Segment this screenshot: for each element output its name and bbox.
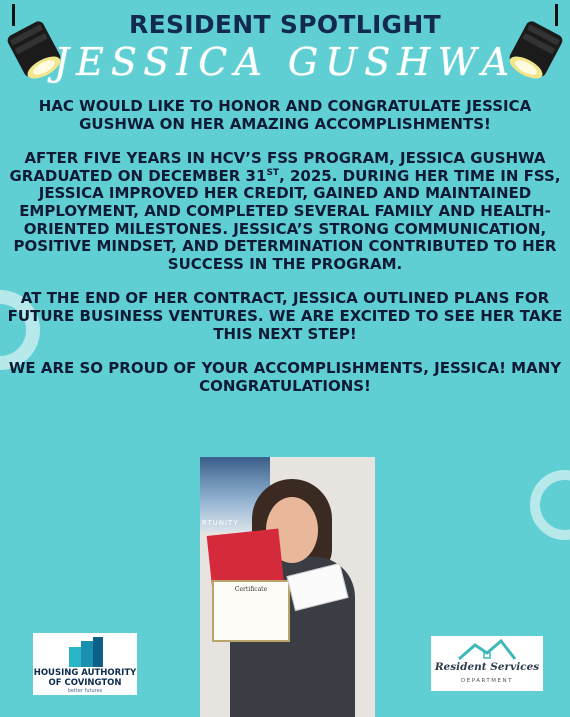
hac-tagline: better futures xyxy=(67,688,103,694)
date-superscript: ST xyxy=(266,167,280,178)
future-plans-paragraph: AT THE END OF HER CONTRACT, JESSICA OUTLINED PLANS FOR FUTURE BUSINESS VENTURES. WE ARE EXCITED TO SEE HER TAKE THIS NEXT STEP! xyxy=(7,289,563,343)
article-body xyxy=(0,98,570,412)
page-title: RESIDENT SPOTLIGHT xyxy=(129,10,441,39)
housing-authority-logo xyxy=(33,633,137,695)
decorative-ring-right xyxy=(530,470,570,540)
hac-name-line2: OF COVINGTON xyxy=(48,678,122,688)
honoree-photo xyxy=(200,457,375,717)
congratulations-paragraph: WE ARE SO PROUD OF YOUR ACCOMPLISHMENTS, JESSICA! MANY CONGRATULATIONS! xyxy=(8,359,562,395)
certificate xyxy=(212,580,290,642)
resident-services-logo xyxy=(431,636,543,691)
certificate-title: Certificate xyxy=(234,586,268,593)
poster-text: RTUNITY xyxy=(202,519,239,527)
building-icon xyxy=(63,637,107,667)
accomplishments-text-start: AFTER FIVE YEARS IN HCV’S FSS PROGRAM, JESSICA GUSHWA GRADUATED ON DECEMBER 31 xyxy=(9,149,546,185)
accomplishments-text-end: , 2025. DURING HER TIME IN FSS, JESSICA IMPROVED HER CREDIT, GAINED AND MAINTAINED EMPLOYMENT, AND COMPLETED SEVERAL FAMILY AND HEALTH-ORIENTED MILESTONES. JESSICA’S STRONG COMMUNICATION, POSITIVE MINDSET, AND DETERMINATION CONTRIBUTED TO HER SUCCESS IN THE PROGRAM. xyxy=(13,166,561,273)
honoree-name: JESSICA GUSHWA xyxy=(53,40,517,84)
accomplishments-paragraph xyxy=(4,150,566,273)
rs-name: Resident Services xyxy=(434,661,540,673)
rs-department: DEPARTMENT xyxy=(461,678,513,684)
intro-paragraph: HAC WOULD LIKE TO HONOR AND CONGRATULATE JESSICA GUSHWA ON HER AMAZING ACCOMPLISHMENTS! xyxy=(38,97,532,133)
hac-name-line1: HOUSING AUTHORITY xyxy=(33,668,137,678)
house-roof-icon xyxy=(455,639,519,661)
